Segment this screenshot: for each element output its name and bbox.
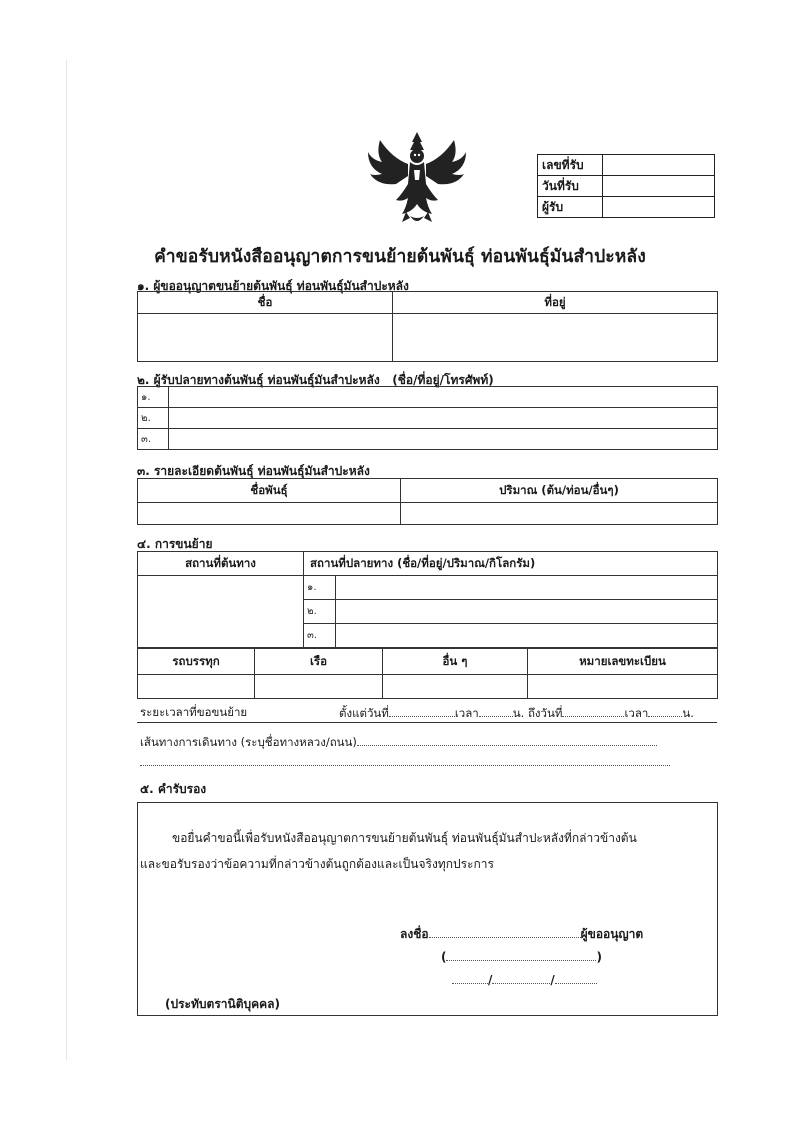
end-hour-unit: น. bbox=[682, 706, 694, 720]
receipt-receiver-label: ผู้รับ bbox=[538, 197, 603, 218]
certification-text-line2: และขอรับรองว่าข้อความที่กล่าวข้างต้นถูกต้องและเป็นจริงทุกประการ bbox=[140, 857, 494, 871]
date-day-field[interactable] bbox=[452, 971, 488, 984]
section3-heading: ๓. รายละเอียดต้นพันธุ์ ท่อนพันธุ์มันสำปะหลัง bbox=[137, 464, 370, 478]
period-to-label: ถึงวันที่ bbox=[527, 706, 563, 720]
origin-field[interactable] bbox=[138, 576, 304, 648]
recipient-row-number: ๓. bbox=[138, 429, 169, 450]
date-separator: / bbox=[488, 973, 493, 987]
boat-field[interactable] bbox=[255, 675, 383, 699]
transport-period-line bbox=[140, 704, 247, 722]
applicant-name-header: ชื่อ bbox=[138, 292, 393, 314]
period-from-label: ตั้งแต่วันที่ bbox=[339, 706, 389, 720]
truck-field[interactable] bbox=[138, 675, 255, 699]
destination-field[interactable] bbox=[336, 624, 718, 648]
transport-period-fields bbox=[339, 704, 694, 723]
registration-field[interactable] bbox=[528, 675, 718, 699]
signature-line bbox=[400, 925, 643, 944]
start-time-field[interactable] bbox=[479, 704, 513, 717]
end-date-field[interactable] bbox=[562, 704, 624, 717]
variety-quantity-header: ปริมาณ (ต้น/ท่อน/อื่นๆ) bbox=[401, 479, 718, 503]
scan-margin-line bbox=[66, 60, 67, 1060]
variety-quantity-field[interactable] bbox=[401, 503, 718, 525]
route-label: เส้นทางการเดินทาง (ระบุชื่อทางหลวง/ถนน) bbox=[140, 735, 357, 749]
certification-text-line1: ขอยื่นคำขอนี้เพื่อรับหนังสืออนุญาตการขนย้ายต้นพันธุ์ ท่อนพันธุ์มันสำปะหลังที่กล่าวข้างต้น bbox=[172, 831, 637, 845]
start-hour-unit: น. bbox=[512, 706, 525, 720]
registration-header: หมายเลขทะเบียน bbox=[528, 649, 718, 675]
route-line bbox=[140, 733, 657, 752]
garuda-emblem-icon bbox=[362, 128, 472, 226]
destination-row-number: ๑. bbox=[304, 576, 336, 600]
applicant-address-header: ที่อยู่ bbox=[393, 292, 718, 314]
period-label: ระยะเวลาที่ขอขนย้าย bbox=[140, 705, 248, 719]
date-line bbox=[452, 971, 597, 987]
printed-name-field[interactable] bbox=[446, 948, 596, 961]
section5-heading: ๕. คำรับรอง bbox=[140, 782, 207, 796]
end-time-label: เวลา bbox=[624, 706, 649, 720]
destination-field[interactable] bbox=[336, 600, 718, 624]
truck-header: รถบรรทุก bbox=[138, 649, 255, 675]
route-field[interactable] bbox=[357, 733, 657, 746]
form-title: คำขอรับหนังสืออนุญาตการขนย้ายต้นพันธุ์ ท่อนพันธุ์มันสำปะหลัง bbox=[154, 247, 646, 267]
other-vehicle-field[interactable] bbox=[383, 675, 528, 699]
signature-role: ผู้ขออนุญาต bbox=[580, 927, 644, 941]
table-bottom-rule bbox=[137, 698, 717, 699]
recipient-field[interactable] bbox=[169, 429, 718, 450]
origin-header: สถานที่ต้นทาง bbox=[138, 552, 304, 576]
vehicle-table bbox=[137, 648, 718, 699]
table-row bbox=[138, 387, 718, 408]
period-rule bbox=[137, 722, 717, 723]
variety-name-header: ชื่อพันธุ์ bbox=[138, 479, 401, 503]
open-paren: ( bbox=[441, 950, 447, 964]
start-date-field[interactable] bbox=[389, 704, 455, 717]
signature-field[interactable] bbox=[429, 925, 581, 938]
applicant-address-field[interactable] bbox=[393, 314, 718, 362]
table-row bbox=[138, 576, 718, 600]
receipt-row bbox=[538, 155, 715, 176]
boat-header: เรือ bbox=[255, 649, 383, 675]
applicant-name-field[interactable] bbox=[138, 314, 393, 362]
receipt-box bbox=[537, 154, 715, 218]
transport-places-table bbox=[137, 551, 718, 648]
date-separator: / bbox=[550, 973, 555, 987]
date-month-field[interactable] bbox=[492, 971, 550, 984]
receipt-number-field[interactable] bbox=[603, 155, 715, 176]
recipient-row-number: ๒. bbox=[138, 408, 169, 429]
recipient-table bbox=[137, 386, 718, 450]
end-time-field[interactable] bbox=[648, 704, 682, 717]
route-field-continuation[interactable] bbox=[140, 765, 670, 766]
start-time-label: เวลา bbox=[454, 706, 479, 720]
variety-table bbox=[137, 478, 718, 525]
close-paren: ) bbox=[596, 950, 602, 964]
recipient-field[interactable] bbox=[169, 387, 718, 408]
section2-heading-note: (ชื่อ/ที่อยู่/โทรศัพท์) bbox=[392, 373, 494, 387]
recipient-row-number: ๑. bbox=[138, 387, 169, 408]
receipt-receiver-field[interactable] bbox=[603, 197, 715, 218]
receipt-number-label: เลขที่รับ bbox=[538, 155, 603, 176]
destination-field[interactable] bbox=[336, 576, 718, 600]
receipt-row bbox=[538, 197, 715, 218]
destination-header: สถานที่ปลายทาง (ชื่อ/ที่อยู่/ปริมาณ/กิโลกรัม) bbox=[304, 552, 718, 576]
recipient-field[interactable] bbox=[169, 408, 718, 429]
other-vehicle-header: อื่น ๆ bbox=[383, 649, 528, 675]
receipt-row bbox=[538, 176, 715, 197]
section4-heading: ๔. การขนย้าย bbox=[137, 537, 213, 551]
applicant-table bbox=[137, 291, 718, 362]
section2-heading-text: ๒. ผู้รับปลายทางต้นพันธุ์ ท่อนพันธุ์มันสำปะหลัง bbox=[137, 373, 380, 387]
variety-name-field[interactable] bbox=[138, 503, 401, 525]
corporate-seal-note: (ประทับตรานิติบุคคล) bbox=[165, 997, 281, 1011]
section1-heading: ๑. ผู้ขออนุญาตขนย้ายต้นพันธุ์ ท่อนพันธุ์มันสำปะหลัง bbox=[137, 279, 409, 293]
printed-name-line bbox=[441, 948, 602, 964]
destination-row-number: ๒. bbox=[304, 600, 336, 624]
table-row bbox=[138, 429, 718, 450]
receipt-date-label: วันที่รับ bbox=[538, 176, 603, 197]
destination-row-number: ๓. bbox=[304, 624, 336, 648]
table-row bbox=[138, 408, 718, 429]
date-year-field[interactable] bbox=[555, 971, 597, 984]
receipt-date-field[interactable] bbox=[603, 176, 715, 197]
signature-label: ลงชื่อ bbox=[400, 927, 429, 941]
